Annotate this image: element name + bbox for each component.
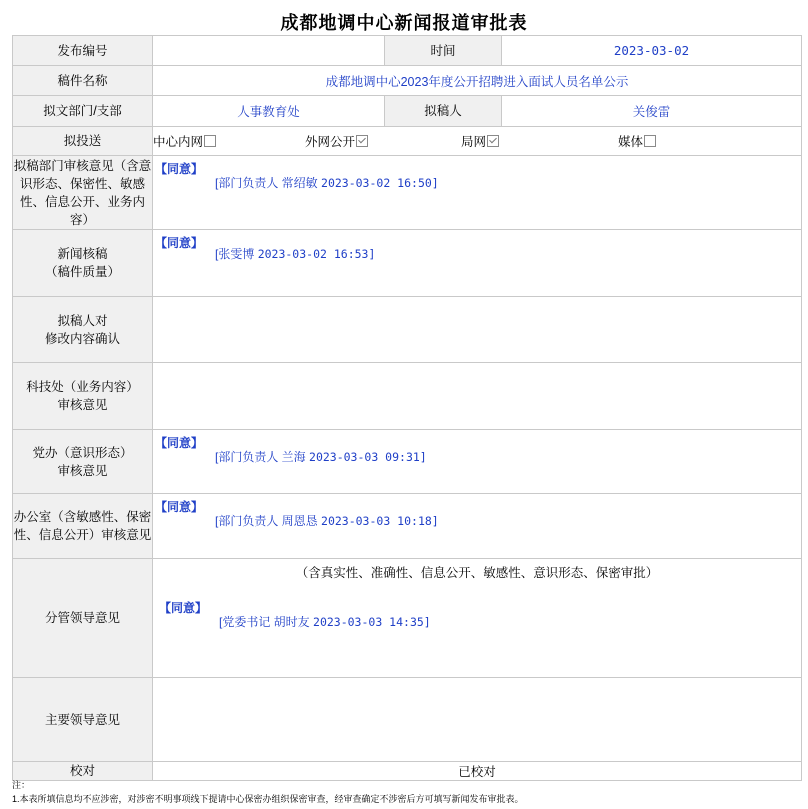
dept-value: 人事教育处: [153, 96, 385, 127]
intranet-checkbox[interactable]: [204, 135, 216, 147]
dept-review-label: 拟稿部门审核意见（含意识形态、保密性、敏感性、信息公开、业务内容）: [13, 156, 153, 230]
author-value: 关俊雷: [502, 96, 802, 127]
dept-review-cell: [153, 156, 802, 230]
row-send: [13, 127, 802, 156]
news-check-cell: [153, 230, 802, 297]
row-office-review: [13, 494, 802, 559]
main-leader-cell[interactable]: [153, 678, 802, 762]
approval-form: [12, 35, 802, 781]
notes-heading: 注：: [12, 780, 31, 790]
office-review-label: 办公室（含敏感性、保密性、信息公开）审核意见: [13, 494, 153, 559]
row-author-confirm: [13, 297, 802, 363]
dept-review-signature: [部门负责人 常绍敏 2023-03-02 16:50]: [215, 176, 439, 190]
release-no-label: 发布编号: [13, 36, 153, 66]
news-check-opinion: 【同意】: [155, 236, 204, 250]
public-checkbox[interactable]: [356, 135, 368, 147]
leader-review-opinion: 【同意】: [159, 601, 208, 615]
time-value: 2023-03-02: [502, 36, 802, 66]
page-title: 成都地调中心新闻报道审批表: [280, 13, 528, 34]
author-confirm-label: 拟稿人对 修改内容确认: [13, 297, 153, 363]
manuscript-value: 成都地调中心2023年度公开招聘进入面试人员名单公示: [153, 66, 802, 96]
party-review-signature: [部门负责人 兰海 2023-03-03 09:31]: [215, 450, 427, 464]
manuscript-label: 稿件名称: [13, 66, 153, 96]
send-option-intranet[interactable]: 中心内网: [153, 132, 216, 150]
party-review-opinion: 【同意】: [155, 436, 204, 450]
row-news-check: [13, 230, 802, 297]
leader-review-label: 分管领导意见: [13, 559, 153, 678]
dept-label: 拟文部门/支部: [13, 96, 153, 127]
tech-review-cell[interactable]: [153, 363, 802, 430]
media-checkbox[interactable]: [644, 135, 656, 147]
row-party-review: [13, 430, 802, 494]
send-option-public[interactable]: 外网公开: [305, 132, 368, 150]
dept-review-opinion: 【同意】: [155, 162, 204, 176]
main-leader-label: 主要领导意见: [13, 678, 153, 762]
author-label: 拟稿人: [385, 96, 502, 127]
tech-review-label: 科技处（业务内容）审核意见: [13, 363, 153, 430]
row-dept-review: [13, 156, 802, 230]
send-option-media[interactable]: 媒体: [618, 132, 656, 150]
news-check-signature: [张雯博 2023-03-02 16:53]: [215, 247, 376, 261]
release-no-value[interactable]: [153, 36, 385, 66]
send-option-bureau[interactable]: 局网: [461, 132, 499, 150]
bureau-checkbox[interactable]: [487, 135, 499, 147]
leader-review-signature: [党委书记 胡时友 2023-03-03 14:35]: [219, 615, 431, 629]
office-review-cell: [153, 494, 802, 559]
leader-review-cell: [153, 559, 802, 678]
time-label: 时间: [385, 36, 502, 66]
author-confirm-cell[interactable]: [153, 297, 802, 363]
leader-review-scope: （含真实性、准确性、信息公开、敏感性、意识形态、保密审批）: [295, 566, 659, 580]
office-review-signature: [部门负责人 周恩恳 2023-03-03 10:18]: [215, 514, 439, 528]
send-options: [153, 127, 802, 156]
row-leader-review: [13, 559, 802, 678]
row-dept-author: [13, 96, 802, 127]
row-main-leader: [13, 678, 802, 762]
footnotes: [12, 778, 524, 806]
proofread-label: 校对: [13, 762, 153, 781]
row-release-no: [13, 36, 802, 66]
proofread-value: 已校对: [153, 762, 802, 781]
party-review-label: 党办（意识形态）审核意见: [13, 430, 153, 494]
send-label: 拟投送: [13, 127, 153, 156]
row-tech-review: [13, 363, 802, 430]
office-review-opinion: 【同意】: [155, 500, 204, 514]
row-manuscript: [13, 66, 802, 96]
notes-line-1: 1.本表所填信息均不应涉密，对涉密不明事项线下提请中心保密办组织保密审查，经审查确定不涉密后方可填写新闻发布审批表。: [12, 794, 524, 804]
news-check-label: 新闻核稿 （稿件质量）: [13, 230, 153, 297]
party-review-cell: [153, 430, 802, 494]
